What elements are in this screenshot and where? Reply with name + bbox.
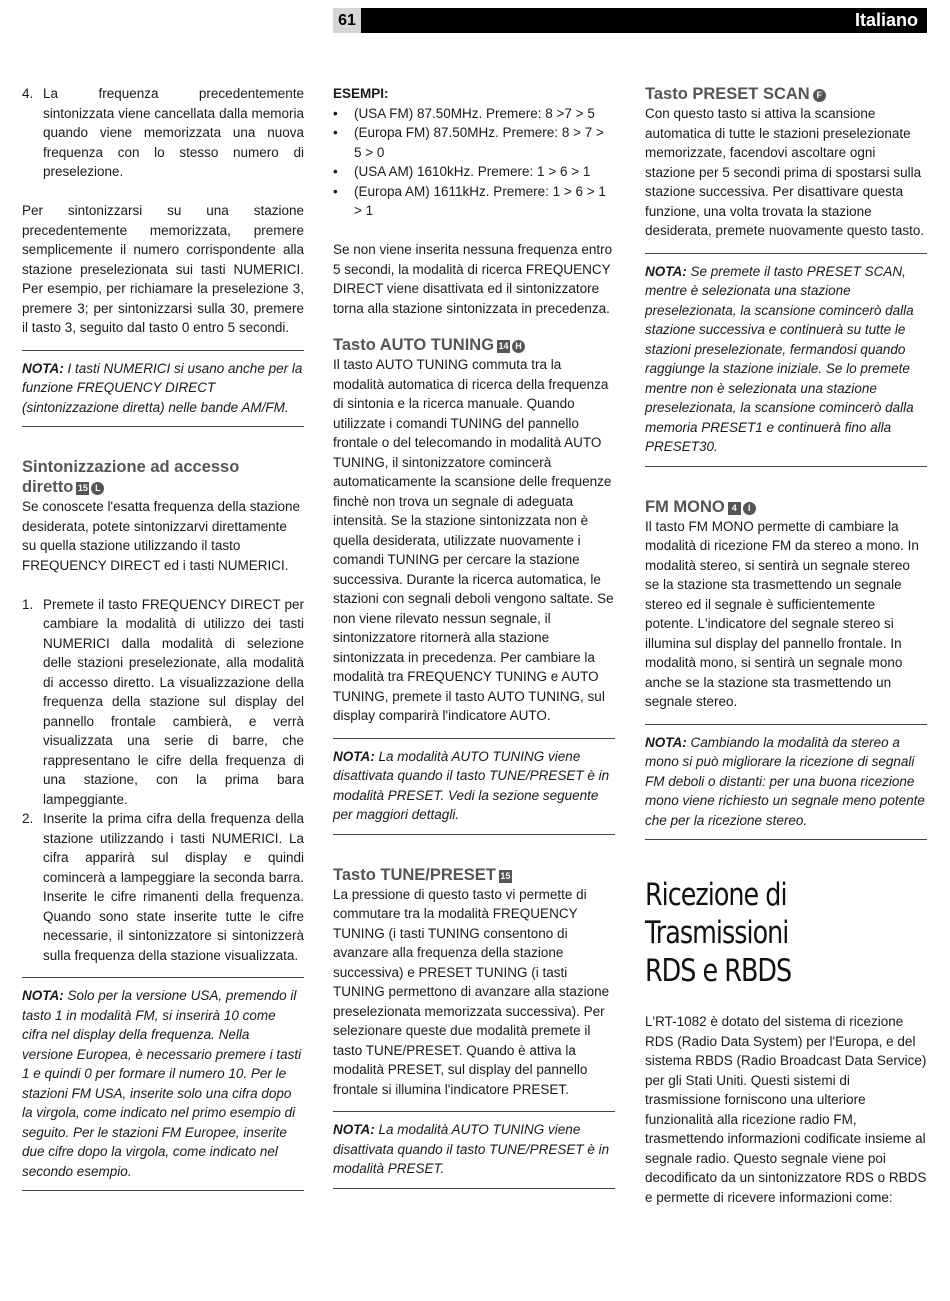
list-item <box>22 809 304 965</box>
header-bar <box>333 8 927 33</box>
heading-text: Tasto PRESET SCAN <box>645 85 810 103</box>
examples-list <box>333 104 615 221</box>
step-list-continued <box>22 84 304 182</box>
list-text: (Europa FM) 87.50MHz. Premere: 8 > 7 > 5 > 0 <box>354 125 604 160</box>
note-label: NOTA: <box>22 988 64 1003</box>
section-heading <box>333 865 615 885</box>
paragraph: La pressione di questo tasto vi permette di commutare tra la modalità FREQUENCY TUNING (i tasti TUNING consentono di avanzare alla frequenza della stazione successiva) e PRESET TUNING (i tasti TUNING permettono di avanzare alla stazione preselezionata memorizzata successiva). Per selezionare queste due modalità premete il tasto TUNE/PRESET. Quando è attiva la modalità PRESET, sul display del pannello frontale si illumina l'indicatore PRESET. <box>333 886 610 1097</box>
list-item <box>333 104 615 124</box>
list-text: (USA AM) 1610kHz. Premere: 1 > 6 > 1 <box>354 164 591 179</box>
note-text: La modalità AUTO TUNING viene disattivata quando il tasto TUNE/PRESET è in modalità PRESET. <box>333 1122 610 1176</box>
heading-text: FM MONO <box>645 497 725 516</box>
paragraph: Se non viene inserita nessuna frequenza entro 5 secondi, la modalità di ricerca FREQUENCY DIRECT viene disattivata ed il sintonizzatore torna alla stazione sintonizzata in precedenza. <box>333 242 613 316</box>
bullet: • <box>333 125 338 140</box>
column-left <box>22 84 304 1191</box>
remote-key-badge: L <box>91 482 104 495</box>
note-text: I tasti NUMERICI si usano anche per la funzione FREQUENCY DIRECT (sintonizzazione diretta) nelle bande AM/FM. <box>22 360 303 415</box>
bullet: • <box>333 105 338 121</box>
note-text: Solo per la versione USA, premendo il tasto 1 in modalità FM, si inserirà 10 come cifra nel display della frequenza. Nella versione Europea, è necessario premere i tasti 1 e quindi 0 per formare il numero 10. Per le stazioni FM USA, inserite solo una cifra dopo la virgola, come indicato nel primo esempio di seguito. Per le stazioni FM Europee, inserite due cifre dopo la virgola, come indicato nel secondo esempio. <box>22 988 302 1179</box>
note-box <box>333 738 615 835</box>
remote-key-badge: H <box>512 340 525 353</box>
note-label: NOTA: <box>645 263 687 279</box>
section-heading <box>645 84 927 104</box>
paragraph: L'RT-1082 è dotato del sistema di ricezione RDS (Radio Data System) per l'Europa, e del sistema RBDS (Radio Broadcast Data Service) per gli Stati Uniti. Questi sistemi di trasmissione forniscono una ulteriore funzionalità alla ricezione radio FM, trasmettendo informazioni codificate insieme al segnale radio. Questo segnale viene poi decodificato da un sintonizzatore RDS o RBDS e permette di ricevere informazioni come: <box>645 1014 927 1205</box>
list-item <box>333 162 615 182</box>
heading-text: diretto <box>22 478 74 496</box>
remote-key-badge: I <box>743 502 756 515</box>
heading-text: Tasto TUNE/PRESET <box>333 865 496 884</box>
note-label: NOTA: <box>333 748 375 764</box>
heading-text: Sintonizzazione ad accesso <box>22 458 240 476</box>
bullet: • <box>333 164 338 179</box>
chapter-title <box>645 876 924 990</box>
note-text: La modalità AUTO TUNING viene disattivata quando il tasto TUNE/PRESET è in modalità PRESET. Vedi la sezione seguente per maggiori dettagli. <box>333 748 610 822</box>
section-heading <box>22 457 304 497</box>
list-text: (Europa AM) 1611kHz. Premere: 1 > 6 > 1 > 1 <box>354 183 606 218</box>
title-text: RDS e RBDS <box>645 953 792 989</box>
paragraph: Se conoscete l'esatta frequenza della stazione desiderata, potete sintonizzarvi direttamente su quella stazione utilizzando il tasto FREQUENCY DIRECT ed i tasti NUMERICI. <box>22 499 301 573</box>
list-text: Inserite la prima cifra della frequenza della stazione utilizzando i tasti NUMERICI. La cifra apparirà sul display e quindi comincerà a lampeggiare la seconda barra. Inserite le cifre rimanenti della frequenza. Quando sono state inserite tutte le cifre necessarie, il sintonizzatore si sintonizzerà sulla frequenza della stazione visualizzata. <box>43 811 304 963</box>
column-middle <box>333 84 615 1189</box>
note-text: Cambiando la modalità da stereo a mono si può migliorare la ricezione di segnali FM deboli o distanti: per una buona ricezione mono viene richiesto un segnale meno potente che per la ricezione stereo. <box>645 734 925 828</box>
button-number-badge: 4 <box>728 502 741 515</box>
note-box <box>22 350 304 428</box>
list-item <box>22 595 304 810</box>
button-number-badge: 15 <box>500 870 511 881</box>
heading-text: Tasto AUTO TUNING <box>333 336 495 354</box>
list-number: 4. <box>22 86 34 101</box>
note-label: NOTA: <box>645 734 687 750</box>
button-number-badge: 15 <box>77 483 88 493</box>
bullet: • <box>333 183 338 199</box>
paragraph: Con questo tasto si attiva la scansione automatica di tutte le stazioni preselezionate memorizzate, facendovi ascoltare ogni stazione per 5 secondi prima di spostarsi sulla stazione successiva. Per disattivare questa funzione, una volta trovata la stazione desiderata, premete nuovamente questo tasto. <box>645 106 925 238</box>
list-text: Premete il tasto FREQUENCY DIRECT per cambiare la modalità di utilizzo dei tasti NUMERICI dalla modalità di selezione delle stazioni preselezionate, alla modalità di accesso diretto. La visualizzazione della frequenza della stazione sul display del pannello frontale cambierà, e verrà visualizzata una serie di barre, che rappresentano le cifre della frequenza di una stazione, con la prima bara lampeggiante. <box>43 596 304 807</box>
list-text: (USA FM) 87.50MHz. Premere: 8 >7 > 5 <box>354 105 595 121</box>
list-number: 2. <box>22 811 34 826</box>
title-text: Ricezione di Trasmissioni <box>645 877 789 951</box>
paragraph: Il tasto AUTO TUNING commuta tra la modalità automatica di ricerca della frequenza di sintonia e la ricerca manuale. Quando utilizzate i comandi TUNING del pannello frontale o del telecomando in modalità AUTO TUNING, il sintonizzatore comincerà automaticamente la scansione delle frequenze finchè non trova un segnale di adeguata intensità. Se la stazione sintonizzata non è quella desiderata, utilizzate nuovamente i comandi TUNING per cercare la stazione successiva. Durante la ricerca automatica, le stazioni con segnali deboli vengono saltate. Se non viene rilevato nessun segnale, il sintonizzatore ritornerà alla stazione sintonizzata in precedenza. Per cambiare la modalità tra FREQUENCY TUNING e AUTO TUNING, premete il tasto AUTO TUNING, sul display comparirà l'indicatore AUTO. <box>333 357 614 723</box>
list-number: 1. <box>22 596 34 612</box>
column-right <box>645 84 927 1207</box>
step-list <box>22 595 304 966</box>
note-box <box>645 724 927 841</box>
note-text: Se premete il tasto PRESET SCAN, mentre è selezionata una stazione preselezionata, la scansione comincerò dalla stazione successiva e continuerà su tutte le stazioni preselezionate, fermandosi quando raggiunge la stazione iniziale. Se lo premete mentre non è selezionata una stazione preselezionata, la scansione comincerò dalla memoria PRESET1 e continuerà fino alla PRESET30. <box>645 263 914 454</box>
note-box <box>333 1111 615 1189</box>
button-number-badge: 14 <box>498 341 509 351</box>
note-box <box>645 253 927 467</box>
list-item <box>333 123 615 162</box>
language-label: Italiano <box>854 10 918 30</box>
note-label: NOTA: <box>333 1122 375 1137</box>
section-heading <box>333 335 615 355</box>
note-box <box>22 977 304 1191</box>
list-text: La frequenza precedentemente sintonizzata viene cancellata dalla memoria quando viene memorizzata una nuova frequenza con lo stesso numero di preselezione. <box>43 86 304 179</box>
list-item <box>333 182 615 221</box>
list-item <box>22 84 304 182</box>
paragraph: Per sintonizzarsi su una stazione precedentemente memorizzata, premere semplicemente il numero corrispondente alla stazione preselezionata sui tasti NUMERICI. Per esempio, per richiamare la preselezione 3, premere 3; per sintonizzarsi sulla 30, premere il tasto 3, seguito dal tasto 0 entro 5 secondi. <box>22 203 304 335</box>
examples-label: ESEMPI: <box>333 86 389 101</box>
paragraph: Il tasto FM MONO permette di cambiare la modalità di ricezione FM da stereo a mono. In modalità stereo, si sentirà un segnale stereo se la stazione sta trasmettendo un segnale stereo ed il segnale è sufficientemente potente. L'indicatore del segnale stereo si illumina sul display del pannello frontale. In modalità mono, si sentirà un segnale mono anche se la stazione sta trasmettendo un segnale stereo. <box>645 518 919 709</box>
note-label: NOTA: <box>22 360 64 376</box>
remote-key-badge: F <box>813 89 826 102</box>
section-heading <box>645 497 927 517</box>
page-number: 61 <box>333 8 361 33</box>
